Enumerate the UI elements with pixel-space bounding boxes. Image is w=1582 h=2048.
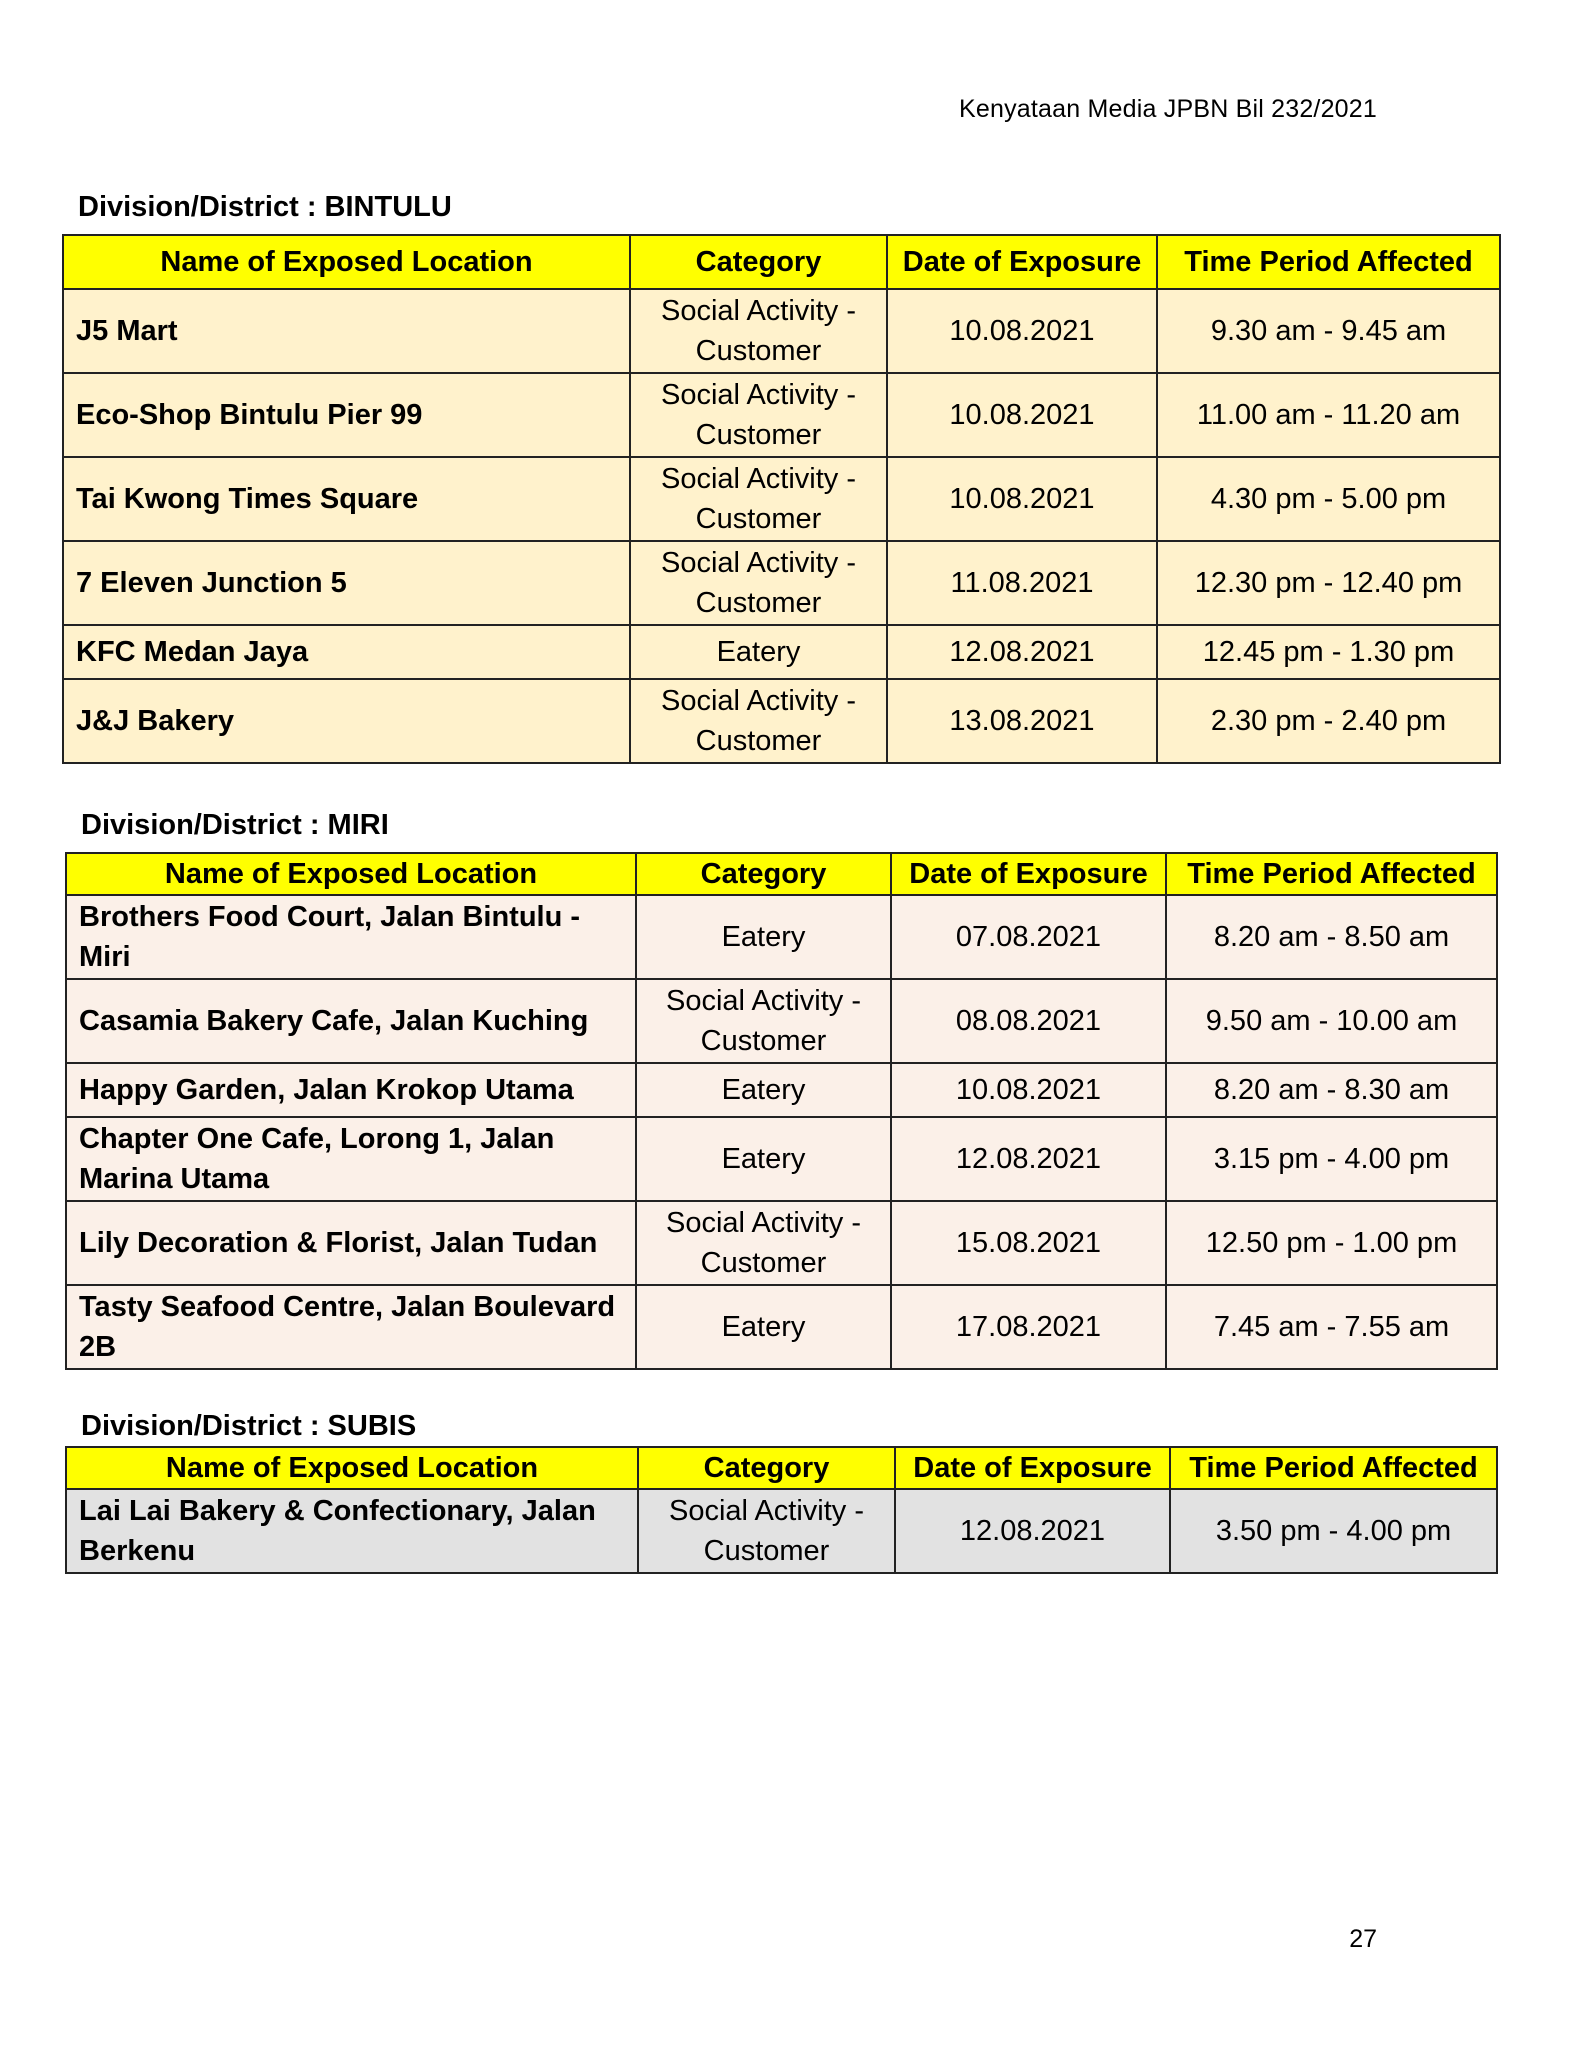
- time-cell: 12.45 pm - 1.30 pm: [1157, 625, 1500, 679]
- category-cell: Social Activity - Customer: [630, 289, 887, 373]
- time-cell: 3.15 pm - 4.00 pm: [1166, 1117, 1497, 1201]
- date-cell: 13.08.2021: [887, 679, 1157, 763]
- time-cell: 4.30 pm - 5.00 pm: [1157, 457, 1500, 541]
- date-cell: 10.08.2021: [887, 373, 1157, 457]
- category-cell: Social Activity - Customer: [630, 457, 887, 541]
- location-cell: Tasty Seafood Centre, Jalan Boulevard 2B: [66, 1285, 636, 1369]
- column-header-time: Time Period Affected: [1166, 853, 1497, 895]
- category-cell: Eatery: [636, 1063, 891, 1117]
- date-cell: 10.08.2021: [887, 457, 1157, 541]
- category-cell: Social Activity - Customer: [638, 1489, 895, 1573]
- category-cell: Eatery: [636, 1117, 891, 1201]
- location-cell: Happy Garden, Jalan Krokop Utama: [66, 1063, 636, 1117]
- table-header-row: [63, 235, 1500, 289]
- time-cell: 9.50 am - 10.00 am: [1166, 979, 1497, 1063]
- column-header-location: Name of Exposed Location: [63, 235, 630, 289]
- district-heading-miri: Division/District : MIRI: [81, 809, 389, 841]
- page-number: 27: [1349, 1925, 1377, 1953]
- table-row: [66, 1489, 1497, 1573]
- date-cell: 10.08.2021: [891, 1063, 1166, 1117]
- category-cell: Eatery: [636, 895, 891, 979]
- table-row: [63, 541, 1500, 625]
- column-header-category: Category: [638, 1447, 895, 1489]
- column-header-location: Name of Exposed Location: [66, 853, 636, 895]
- column-header-category: Category: [630, 235, 887, 289]
- exposure-table-miri: [65, 852, 1498, 1370]
- category-cell: Eatery: [630, 625, 887, 679]
- table-row: [63, 679, 1500, 763]
- table-row: [66, 895, 1497, 979]
- location-cell: Eco-Shop Bintulu Pier 99: [63, 373, 630, 457]
- table-row: [63, 625, 1500, 679]
- time-cell: 3.50 pm - 4.00 pm: [1170, 1489, 1497, 1573]
- category-cell: Social Activity - Customer: [630, 373, 887, 457]
- location-cell: KFC Medan Jaya: [63, 625, 630, 679]
- location-cell: Tai Kwong Times Square: [63, 457, 630, 541]
- date-cell: 12.08.2021: [887, 625, 1157, 679]
- date-cell: 15.08.2021: [891, 1201, 1166, 1285]
- exposure-table-bintulu: [62, 234, 1501, 764]
- time-cell: 8.20 am - 8.30 am: [1166, 1063, 1497, 1117]
- time-cell: 12.50 pm - 1.00 pm: [1166, 1201, 1497, 1285]
- table-row: [66, 979, 1497, 1063]
- document-reference: Kenyataan Media JPBN Bil 232/2021: [959, 95, 1377, 123]
- category-cell: Eatery: [636, 1285, 891, 1369]
- column-header-time: Time Period Affected: [1157, 235, 1500, 289]
- location-cell: Casamia Bakery Cafe, Jalan Kuching: [66, 979, 636, 1063]
- table-header-row: [66, 1447, 1497, 1489]
- date-cell: 12.08.2021: [895, 1489, 1170, 1573]
- table-header-row: [66, 853, 1497, 895]
- district-heading-subis: Division/District : SUBIS: [81, 1410, 417, 1442]
- time-cell: 7.45 am - 7.55 am: [1166, 1285, 1497, 1369]
- category-cell: Social Activity - Customer: [636, 979, 891, 1063]
- date-cell: 11.08.2021: [887, 541, 1157, 625]
- column-header-time: Time Period Affected: [1170, 1447, 1497, 1489]
- time-cell: 12.30 pm - 12.40 pm: [1157, 541, 1500, 625]
- column-header-date: Date of Exposure: [887, 235, 1157, 289]
- time-cell: 2.30 pm - 2.40 pm: [1157, 679, 1500, 763]
- location-cell: Brothers Food Court, Jalan Bintulu - Miri: [66, 895, 636, 979]
- category-cell: Social Activity - Customer: [636, 1201, 891, 1285]
- location-cell: Lily Decoration & Florist, Jalan Tudan: [66, 1201, 636, 1285]
- location-cell: 7 Eleven Junction 5: [63, 541, 630, 625]
- location-cell: J&J Bakery: [63, 679, 630, 763]
- table-row: [66, 1201, 1497, 1285]
- category-cell: Social Activity - Customer: [630, 679, 887, 763]
- exposure-table-subis: [65, 1446, 1498, 1574]
- date-cell: 10.08.2021: [887, 289, 1157, 373]
- table-row: [66, 1117, 1497, 1201]
- date-cell: 17.08.2021: [891, 1285, 1166, 1369]
- time-cell: 9.30 am - 9.45 am: [1157, 289, 1500, 373]
- time-cell: 11.00 am - 11.20 am: [1157, 373, 1500, 457]
- location-cell: Lai Lai Bakery & Confectionary, Jalan Berkenu: [66, 1489, 638, 1573]
- table-row: [66, 1063, 1497, 1117]
- table-row: [63, 289, 1500, 373]
- time-cell: 8.20 am - 8.50 am: [1166, 895, 1497, 979]
- table-row: [63, 373, 1500, 457]
- date-cell: 08.08.2021: [891, 979, 1166, 1063]
- table-row: [63, 457, 1500, 541]
- location-cell: J5 Mart: [63, 289, 630, 373]
- location-cell: Chapter One Cafe, Lorong 1, Jalan Marina Utama: [66, 1117, 636, 1201]
- column-header-location: Name of Exposed Location: [66, 1447, 638, 1489]
- date-cell: 12.08.2021: [891, 1117, 1166, 1201]
- district-heading-bintulu: Division/District : BINTULU: [78, 191, 452, 223]
- column-header-date: Date of Exposure: [895, 1447, 1170, 1489]
- column-header-category: Category: [636, 853, 891, 895]
- date-cell: 07.08.2021: [891, 895, 1166, 979]
- column-header-date: Date of Exposure: [891, 853, 1166, 895]
- category-cell: Social Activity - Customer: [630, 541, 887, 625]
- table-row: [66, 1285, 1497, 1369]
